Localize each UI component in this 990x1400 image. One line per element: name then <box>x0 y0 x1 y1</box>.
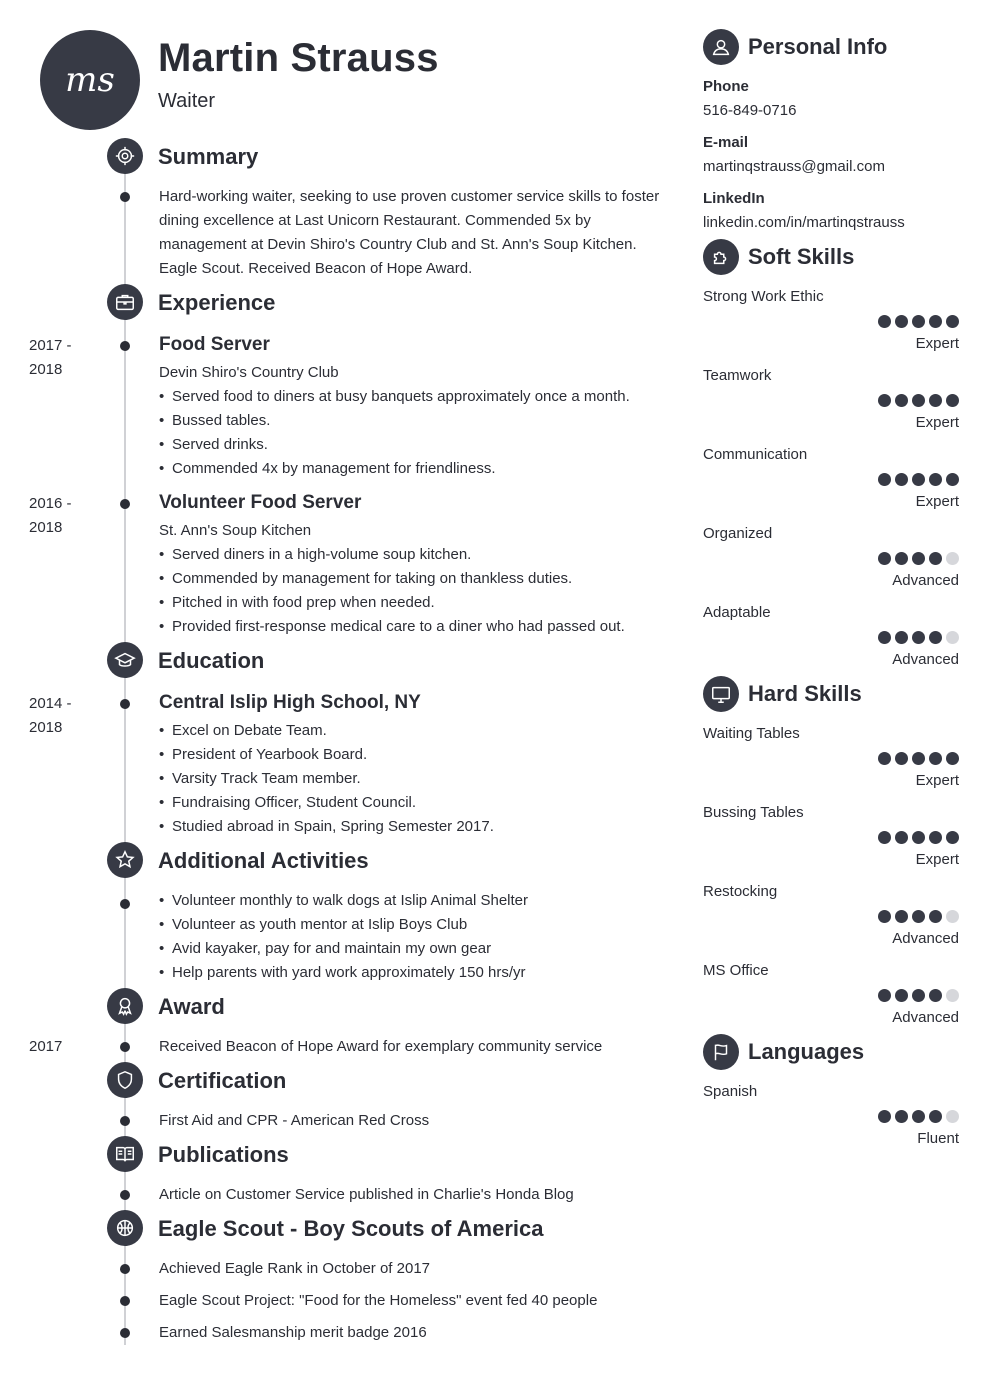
rating-dot <box>929 831 942 844</box>
avatar <box>40 30 140 130</box>
rating-dot <box>946 315 959 328</box>
education-heading: Education <box>158 648 265 673</box>
rating-dot <box>946 631 959 644</box>
job-bullets <box>159 385 630 481</box>
skill-rating <box>878 989 959 1002</box>
rating-dot <box>895 910 908 923</box>
soft-skills-heading: Soft Skills <box>748 244 855 269</box>
star-icon <box>107 842 143 878</box>
skill-rating <box>878 473 959 486</box>
summary-text: Hard-working waiter, seeking to use proven customer service skills to foster dining excellence at Last Unicorn Restaurant. Commended 5x by management at Devin Shiro's Country Club and St. Ann's Soup Kitchen. Eagle Scout. Received Beacon of Hope Award. <box>159 188 660 277</box>
rating-dot <box>912 831 925 844</box>
rating-dot <box>912 394 925 407</box>
flag-icon <box>703 1034 739 1070</box>
rating-dot <box>929 631 942 644</box>
rating-dot <box>878 752 891 765</box>
rating-dot <box>929 394 942 407</box>
rating-dot <box>912 910 925 923</box>
rating-dot <box>878 631 891 644</box>
target-icon <box>107 138 143 174</box>
education-bullets <box>159 719 494 839</box>
list-item: • Avid kayaker, pay for and maintain my own gear <box>159 937 528 961</box>
shield-icon <box>107 1062 143 1098</box>
graduation-cap-icon <box>107 642 143 678</box>
rating-dot <box>946 831 959 844</box>
award-heading: Award <box>158 994 225 1019</box>
award-ribbon-icon <box>107 988 143 1024</box>
job-bullets <box>159 543 625 639</box>
skill-level: Advanced <box>892 1009 959 1026</box>
skill-level: Expert <box>915 851 959 868</box>
rating-dot <box>912 473 925 486</box>
skill-level: Advanced <box>892 930 959 947</box>
skill-rating <box>878 1110 959 1123</box>
publications-heading: Publications <box>158 1142 289 1167</box>
rating-dot <box>912 315 925 328</box>
rating-dot <box>895 552 908 565</box>
activities-bullets <box>159 889 528 985</box>
briefcase-icon <box>107 284 143 320</box>
skill-name: Organized <box>703 525 773 542</box>
rating-dot <box>929 473 942 486</box>
skill-name: Teamwork <box>703 367 772 384</box>
eagle-item: Eagle Scout Project: "Food for the Homeless" event fed 40 people <box>159 1292 598 1309</box>
basketball-icon <box>107 1210 143 1246</box>
rating-dot <box>878 910 891 923</box>
timeline-dot <box>120 192 130 202</box>
rating-dot <box>878 989 891 1002</box>
candidate-name: Martin Strauss <box>158 36 439 80</box>
skill-name: Adaptable <box>703 604 771 621</box>
rating-dot <box>946 752 959 765</box>
award-text: Received Beacon of Hope Award for exemplary community service <box>159 1038 603 1055</box>
skill-rating <box>878 752 959 765</box>
publications-text: Article on Customer Service published in Charlie's Honda Blog <box>159 1186 574 1203</box>
list-item: • Bussed tables. <box>159 409 630 433</box>
phone-value: 516-849-0716 <box>703 102 797 119</box>
experience-heading: Experience <box>158 290 276 315</box>
timeline-dot <box>120 1042 130 1052</box>
eagle-heading: Eagle Scout - Boy Scouts of America <box>158 1216 544 1241</box>
user-icon <box>703 29 739 65</box>
rating-dot <box>912 631 925 644</box>
education-date: 2014 - 2018 <box>29 695 72 736</box>
email-label: E-mail <box>703 134 749 151</box>
list-item: • Help parents with yard work approximately 150 hrs/yr <box>159 961 528 985</box>
rating-dot <box>912 552 925 565</box>
list-item: • Served food to diners at busy banquets approximately once a month. <box>159 385 630 409</box>
rating-dot <box>878 1110 891 1123</box>
timeline-dot <box>120 499 130 509</box>
skill-name: Bussing Tables <box>703 804 804 821</box>
skill-name: Communication <box>703 446 808 463</box>
rating-dot <box>878 552 891 565</box>
skill-name: Restocking <box>703 883 778 900</box>
rating-dot <box>878 831 891 844</box>
rating-dot <box>946 989 959 1002</box>
list-item: • Served diners in a high-volume soup kitchen. <box>159 543 625 567</box>
list-item: • Commended by management for taking on thankless duties. <box>159 567 625 591</box>
rating-dot <box>895 831 908 844</box>
list-item: • Volunteer as youth mentor at Islip Boys Club <box>159 913 528 937</box>
skill-level: Expert <box>915 493 959 510</box>
rating-dot <box>929 752 942 765</box>
book-icon <box>107 1136 143 1172</box>
skill-level: Expert <box>915 414 959 431</box>
skill-rating <box>878 831 959 844</box>
rating-dot <box>895 989 908 1002</box>
certification-text: First Aid and CPR - American Red Cross <box>159 1112 430 1129</box>
rating-dot <box>929 910 942 923</box>
rating-dot <box>912 1110 925 1123</box>
rating-dot <box>895 752 908 765</box>
job-date: 2016 - 2018 <box>29 495 72 536</box>
timeline-dot <box>120 899 130 909</box>
timeline-dot <box>120 1296 130 1306</box>
list-item: • President of Yearbook Board. <box>159 743 494 767</box>
rating-dot <box>895 394 908 407</box>
skill-name: Strong Work Ethic <box>703 288 824 305</box>
personal-heading: Personal Info <box>748 34 888 59</box>
list-item: • Fundraising Officer, Student Council. <box>159 791 494 815</box>
award-date: 2017 <box>29 1038 63 1055</box>
list-item: • Served drinks. <box>159 433 630 457</box>
skill-name: MS Office <box>703 962 769 979</box>
list-item: • Provided first-response medical care to a diner who had passed out. <box>159 615 625 639</box>
eagle-item: Earned Salesmanship merit badge 2016 <box>159 1324 427 1341</box>
list-item: • Commended 4x by management for friendliness. <box>159 457 630 481</box>
monitor-icon <box>703 676 739 712</box>
job-org: St. Ann's Soup Kitchen <box>159 522 312 539</box>
rating-dot <box>895 631 908 644</box>
timeline-dot <box>120 699 130 709</box>
linkedin-label: LinkedIn <box>703 190 765 207</box>
rating-dot <box>895 315 908 328</box>
avatar-initials: ms <box>65 60 115 100</box>
skill-rating <box>878 315 959 328</box>
linkedin-value: linkedin.com/in/martinqstrauss <box>703 214 905 231</box>
rating-dot <box>912 989 925 1002</box>
list-item: • Excel on Debate Team. <box>159 719 494 743</box>
phone-label: Phone <box>703 78 749 95</box>
certification-heading: Certification <box>158 1068 287 1093</box>
rating-dot <box>912 752 925 765</box>
rating-dot <box>946 910 959 923</box>
skill-level: Fluent <box>917 1130 959 1147</box>
rating-dot <box>895 473 908 486</box>
timeline-dot <box>120 341 130 351</box>
summary-heading: Summary <box>158 144 259 169</box>
job-org: Devin Shiro's Country Club <box>159 364 339 381</box>
rating-dot <box>878 315 891 328</box>
puzzle-icon <box>703 239 739 275</box>
skill-level: Expert <box>915 772 959 789</box>
timeline-dot <box>120 1190 130 1200</box>
eagle-item: Achieved Eagle Rank in October of 2017 <box>159 1260 431 1277</box>
skill-rating <box>878 552 959 565</box>
rating-dot <box>878 473 891 486</box>
job-title: Food Server <box>159 334 270 355</box>
timeline-dot <box>120 1328 130 1338</box>
hard-skills-heading: Hard Skills <box>748 681 862 706</box>
rating-dot <box>946 473 959 486</box>
job-title: Volunteer Food Server <box>159 492 362 513</box>
skill-name: Spanish <box>703 1083 758 1100</box>
skill-name: Waiting Tables <box>703 725 800 742</box>
rating-dot <box>946 394 959 407</box>
rating-dot <box>946 1110 959 1123</box>
skill-level: Advanced <box>892 651 959 668</box>
rating-dot <box>929 989 942 1002</box>
rating-dot <box>929 315 942 328</box>
candidate-title: Waiter <box>158 90 216 112</box>
skill-rating <box>878 910 959 923</box>
rating-dot <box>946 552 959 565</box>
job-date: 2017 - 2018 <box>29 337 72 378</box>
skill-level: Expert <box>915 335 959 352</box>
rating-dot <box>878 394 891 407</box>
rating-dot <box>929 1110 942 1123</box>
list-item: • Volunteer monthly to walk dogs at Islip Animal Shelter <box>159 889 528 913</box>
rating-dot <box>895 1110 908 1123</box>
rating-dot <box>929 552 942 565</box>
list-item: • Pitched in with food prep when needed. <box>159 591 625 615</box>
email-value: martinqstrauss@gmail.com <box>703 158 885 175</box>
skill-rating <box>878 394 959 407</box>
school-name: Central Islip High School, NY <box>159 692 421 713</box>
languages-heading: Languages <box>748 1039 865 1064</box>
list-item: • Varsity Track Team member. <box>159 767 494 791</box>
list-item: • Studied abroad in Spain, Spring Semester 2017. <box>159 815 494 839</box>
timeline-dot <box>120 1116 130 1126</box>
timeline-dot <box>120 1264 130 1274</box>
skill-rating <box>878 631 959 644</box>
skill-level: Advanced <box>892 572 959 589</box>
activities-heading: Additional Activities <box>158 848 369 873</box>
